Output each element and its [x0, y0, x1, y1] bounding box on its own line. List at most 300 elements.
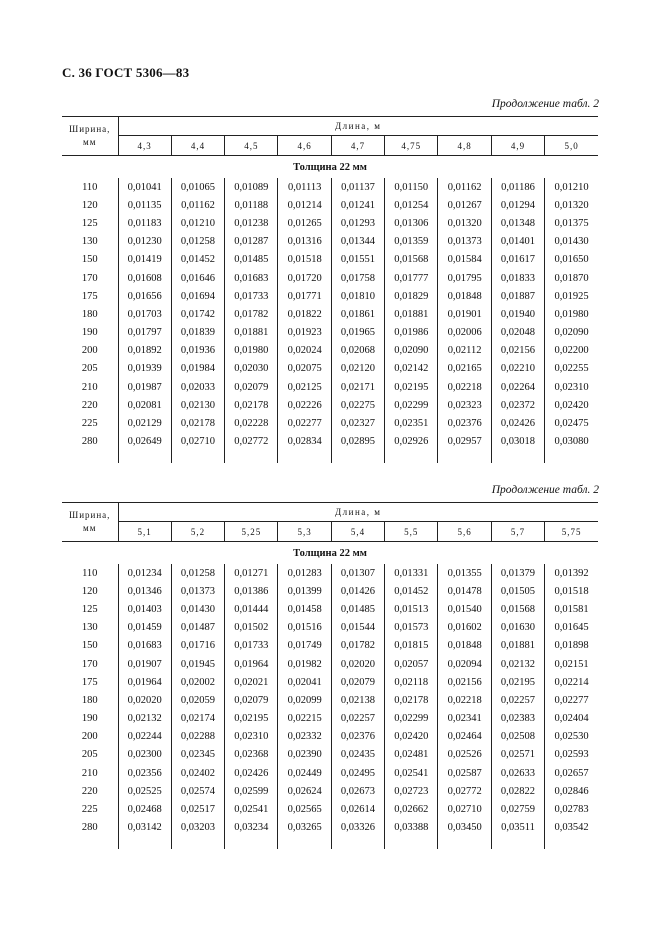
value-cell: 0,02783	[545, 800, 598, 818]
width-cell: 180	[81, 308, 98, 320]
value-cell: 0,02526	[438, 746, 491, 764]
value-cell: 0,02156	[491, 342, 544, 360]
value-cell: 0,02323	[438, 396, 491, 414]
value-cell: 0,01733	[225, 637, 278, 655]
value-cell: 0,02846	[545, 782, 598, 800]
value-cell: 0,02593	[545, 746, 598, 764]
width-cell: 205	[81, 749, 98, 761]
value-cell: 0,01392	[545, 564, 598, 582]
value-cell: 0,01646	[171, 269, 224, 287]
value-cell: 0,01551	[331, 251, 384, 269]
value-cell: 0,01848	[438, 637, 491, 655]
table-row	[62, 342, 598, 360]
value-cell: 0,01881	[491, 637, 544, 655]
spacer-cell	[118, 837, 171, 849]
value-cell: 0,02079	[225, 691, 278, 709]
value-cell: 0,02657	[545, 764, 598, 782]
section-title: Толщина 22 мм	[293, 547, 367, 559]
value-cell: 0,02041	[278, 673, 331, 691]
table-row	[62, 269, 598, 287]
value-cell: 0,02299	[385, 396, 438, 414]
value-cell: 0,01984	[171, 360, 224, 378]
value-cell: 0,02614	[331, 800, 384, 818]
value-cell: 0,02174	[171, 710, 224, 728]
table-row	[62, 233, 598, 251]
value-cell: 0,01964	[118, 673, 171, 691]
table-row	[62, 251, 598, 269]
value-cell: 0,01782	[225, 305, 278, 323]
value-cell: 0,03326	[331, 819, 384, 837]
length-column-header: 4,5	[225, 136, 278, 156]
length-column-header: 4,8	[438, 136, 491, 156]
value-cell: 0,01810	[331, 287, 384, 305]
value-cell: 0,02449	[278, 764, 331, 782]
spacer-cell	[225, 451, 278, 463]
value-cell: 0,02138	[331, 691, 384, 709]
value-cell: 0,02257	[331, 710, 384, 728]
width-column-header	[62, 117, 118, 156]
spacer-cell	[278, 451, 331, 463]
width-cell: 210	[81, 767, 98, 779]
value-cell: 0,02624	[278, 782, 331, 800]
value-cell: 0,02541	[225, 800, 278, 818]
table-row	[62, 305, 598, 323]
value-cell: 0,02030	[225, 360, 278, 378]
width-cell: 150	[81, 640, 98, 652]
value-cell: 0,02210	[491, 360, 544, 378]
value-cell: 0,01162	[171, 196, 224, 214]
value-cell: 0,01183	[118, 214, 171, 232]
length-column-header: 5,25	[225, 522, 278, 542]
table-row	[62, 414, 598, 432]
value-cell: 0,03388	[385, 819, 438, 837]
value-cell: 0,02426	[225, 764, 278, 782]
value-cell: 0,02834	[278, 433, 331, 451]
table-bottom-spacer	[62, 451, 598, 463]
value-cell: 0,02772	[438, 782, 491, 800]
width-cell: 150	[81, 254, 98, 266]
value-cell: 0,01373	[438, 233, 491, 251]
value-cell: 0,03203	[171, 819, 224, 837]
value-cell: 0,02218	[438, 378, 491, 396]
value-cell: 0,02332	[278, 728, 331, 746]
value-cell: 0,02120	[331, 360, 384, 378]
value-cell: 0,01829	[385, 287, 438, 305]
value-cell: 0,01306	[385, 214, 438, 232]
section-row	[62, 542, 598, 565]
value-cell: 0,01150	[385, 178, 438, 196]
value-cell: 0,02599	[225, 782, 278, 800]
value-cell: 0,01271	[225, 564, 278, 582]
value-cell: 0,01568	[491, 600, 544, 618]
width-cell: 125	[81, 217, 98, 229]
value-cell: 0,01344	[331, 233, 384, 251]
value-cell: 0,01375	[545, 214, 598, 232]
value-cell: 0,01544	[331, 619, 384, 637]
value-cell: 0,01399	[278, 582, 331, 600]
value-cell: 0,01379	[491, 564, 544, 582]
value-cell: 0,01861	[331, 305, 384, 323]
value-cell: 0,01581	[545, 600, 598, 618]
value-cell: 0,02178	[385, 691, 438, 709]
length-column-header: 5,4	[331, 522, 384, 542]
spacer-cell	[438, 837, 491, 849]
length-column-header: 4,6	[278, 136, 331, 156]
value-cell: 0,02310	[545, 378, 598, 396]
value-cell: 0,01758	[331, 269, 384, 287]
value-cell: 0,02517	[171, 800, 224, 818]
value-cell: 0,03450	[438, 819, 491, 837]
table-row	[62, 196, 598, 214]
table-grid	[62, 116, 598, 463]
table-row	[62, 619, 598, 637]
value-cell: 0,02710	[171, 433, 224, 451]
value-cell: 0,01516	[278, 619, 331, 637]
value-cell: 0,02195	[491, 673, 544, 691]
value-cell: 0,02006	[438, 324, 491, 342]
value-cell: 0,01518	[545, 582, 598, 600]
value-cell: 0,01881	[225, 324, 278, 342]
value-cell: 0,01771	[278, 287, 331, 305]
value-cell: 0,02048	[491, 324, 544, 342]
value-cell: 0,01230	[118, 233, 171, 251]
table-row	[62, 800, 598, 818]
value-cell: 0,02132	[118, 710, 171, 728]
value-cell: 0,01782	[331, 637, 384, 655]
value-cell: 0,01716	[171, 637, 224, 655]
width-cell: 190	[81, 327, 98, 339]
continuation-label-2: Продолжение табл. 2	[491, 484, 599, 496]
spacer-cell	[62, 837, 118, 849]
value-cell: 0,02090	[385, 342, 438, 360]
value-cell: 0,02508	[491, 728, 544, 746]
value-cell: 0,01964	[225, 655, 278, 673]
value-cell: 0,01258	[171, 564, 224, 582]
value-cell: 0,02345	[171, 746, 224, 764]
value-cell: 0,01797	[118, 324, 171, 342]
table-row	[62, 287, 598, 305]
length-values-row	[62, 522, 598, 542]
value-cell: 0,01907	[118, 655, 171, 673]
value-cell: 0,01373	[171, 582, 224, 600]
value-cell: 0,02125	[278, 378, 331, 396]
value-cell: 0,01923	[278, 324, 331, 342]
width-cell: 220	[81, 399, 98, 411]
width-cell: 280	[81, 436, 98, 448]
value-cell: 0,01283	[278, 564, 331, 582]
value-cell: 0,01346	[118, 582, 171, 600]
value-cell: 0,02565	[278, 800, 331, 818]
value-cell: 0,02020	[118, 691, 171, 709]
value-cell: 0,03142	[118, 819, 171, 837]
value-cell: 0,02341	[438, 710, 491, 728]
value-cell: 0,01214	[278, 196, 331, 214]
value-cell: 0,01254	[385, 196, 438, 214]
value-cell: 0,01162	[438, 178, 491, 196]
table-row	[62, 746, 598, 764]
table-row	[62, 433, 598, 451]
value-cell: 0,01426	[331, 582, 384, 600]
value-cell: 0,02171	[331, 378, 384, 396]
length-column-header: 4,75	[385, 136, 438, 156]
value-cell: 0,02257	[491, 691, 544, 709]
value-cell: 0,01980	[225, 342, 278, 360]
value-cell: 0,01795	[438, 269, 491, 287]
value-cell: 0,02244	[118, 728, 171, 746]
spacer-cell	[331, 837, 384, 849]
width-cell: 110	[82, 567, 98, 579]
value-cell: 0,02024	[278, 342, 331, 360]
width-cell: 280	[81, 822, 98, 834]
value-cell: 0,02376	[438, 414, 491, 432]
value-cell: 0,02218	[438, 691, 491, 709]
value-cell: 0,02142	[385, 360, 438, 378]
value-cell: 0,01316	[278, 233, 331, 251]
value-cell: 0,02356	[118, 764, 171, 782]
length-group-header: Длина, м	[118, 503, 598, 522]
value-cell: 0,01602	[438, 619, 491, 637]
table-row	[62, 324, 598, 342]
value-cell: 0,03542	[545, 819, 598, 837]
value-cell: 0,01113	[278, 178, 331, 196]
section-row	[62, 156, 598, 179]
section-title: Толщина 22 мм	[293, 161, 367, 173]
width-cell: 190	[81, 713, 98, 725]
value-cell: 0,02390	[278, 746, 331, 764]
value-cell: 0,03234	[225, 819, 278, 837]
value-cell: 0,01294	[491, 196, 544, 214]
value-cell: 0,01742	[171, 305, 224, 323]
value-cell: 0,01898	[545, 637, 598, 655]
value-cell: 0,01320	[438, 214, 491, 232]
value-cell: 0,01645	[545, 619, 598, 637]
density-table-2	[62, 502, 598, 849]
value-cell: 0,01617	[491, 251, 544, 269]
value-cell: 0,02435	[331, 746, 384, 764]
value-cell: 0,02214	[545, 673, 598, 691]
value-cell: 0,01650	[545, 251, 598, 269]
table-row	[62, 728, 598, 746]
value-cell: 0,01608	[118, 269, 171, 287]
length-column-header: 5,3	[278, 522, 331, 542]
density-table-1	[62, 116, 598, 463]
width-header-line: мм	[83, 523, 97, 533]
value-cell: 0,01965	[331, 324, 384, 342]
length-column-header: 4,4	[171, 136, 224, 156]
value-cell: 0,01137	[331, 178, 384, 196]
table-row	[62, 378, 598, 396]
value-cell: 0,01630	[491, 619, 544, 637]
value-cell: 0,03511	[491, 819, 544, 837]
value-cell: 0,01839	[171, 324, 224, 342]
spacer-cell	[438, 451, 491, 463]
value-cell: 0,01188	[225, 196, 278, 214]
value-cell: 0,02059	[171, 691, 224, 709]
value-cell: 0,01777	[385, 269, 438, 287]
value-cell: 0,01936	[171, 342, 224, 360]
width-cell: 170	[81, 658, 98, 670]
value-cell: 0,01401	[491, 233, 544, 251]
value-cell: 0,02926	[385, 433, 438, 451]
value-cell: 0,01694	[171, 287, 224, 305]
value-cell: 0,02673	[331, 782, 384, 800]
value-cell: 0,02368	[225, 746, 278, 764]
value-cell: 0,02327	[331, 414, 384, 432]
value-cell: 0,01982	[278, 655, 331, 673]
length-column-header: 5,5	[385, 522, 438, 542]
value-cell: 0,02383	[491, 710, 544, 728]
value-cell: 0,01815	[385, 637, 438, 655]
value-cell: 0,02475	[545, 414, 598, 432]
value-cell: 0,02275	[331, 396, 384, 414]
width-cell: 180	[81, 694, 98, 706]
value-cell: 0,02525	[118, 782, 171, 800]
width-cell: 130	[81, 622, 98, 634]
value-cell: 0,02587	[438, 764, 491, 782]
value-cell: 0,01331	[385, 564, 438, 582]
value-cell: 0,01485	[331, 600, 384, 618]
value-cell: 0,01720	[278, 269, 331, 287]
value-cell: 0,02020	[331, 655, 384, 673]
value-cell: 0,01939	[118, 360, 171, 378]
value-cell: 0,01348	[491, 214, 544, 232]
value-cell: 0,01683	[225, 269, 278, 287]
value-cell: 0,02130	[171, 396, 224, 414]
value-cell: 0,01458	[278, 600, 331, 618]
value-cell: 0,02288	[171, 728, 224, 746]
value-cell: 0,02094	[438, 655, 491, 673]
value-cell: 0,02649	[118, 433, 171, 451]
value-cell: 0,01870	[545, 269, 598, 287]
width-cell: 220	[81, 785, 98, 797]
value-cell: 0,02151	[545, 655, 598, 673]
value-cell: 0,02299	[385, 710, 438, 728]
value-cell: 0,02033	[171, 378, 224, 396]
table-bottom-spacer	[62, 837, 598, 849]
value-cell: 0,02420	[385, 728, 438, 746]
value-cell: 0,02402	[171, 764, 224, 782]
length-column-header: 5,75	[545, 522, 598, 542]
value-cell: 0,02759	[491, 800, 544, 818]
value-cell: 0,02255	[545, 360, 598, 378]
value-cell: 0,01452	[171, 251, 224, 269]
value-cell: 0,02200	[545, 342, 598, 360]
spacer-cell	[118, 451, 171, 463]
table-row	[62, 396, 598, 414]
value-cell: 0,01287	[225, 233, 278, 251]
value-cell: 0,02372	[491, 396, 544, 414]
width-cell: 175	[81, 676, 98, 688]
value-cell: 0,01241	[331, 196, 384, 214]
spacer-cell	[491, 451, 544, 463]
length-column-header: 5,2	[171, 522, 224, 542]
value-cell: 0,01683	[118, 637, 171, 655]
value-cell: 0,01518	[278, 251, 331, 269]
spacer-cell	[62, 451, 118, 463]
value-cell: 0,01487	[171, 619, 224, 637]
continuation-label-1: Продолжение табл. 2	[491, 98, 599, 110]
value-cell: 0,02468	[118, 800, 171, 818]
spacer-cell	[331, 451, 384, 463]
length-group-header: Длина, м	[118, 117, 598, 136]
value-cell: 0,02118	[385, 673, 438, 691]
value-cell: 0,01733	[225, 287, 278, 305]
table-row	[62, 673, 598, 691]
value-cell: 0,02021	[225, 673, 278, 691]
spacer-cell	[385, 451, 438, 463]
value-cell: 0,01444	[225, 600, 278, 618]
value-cell: 0,02178	[171, 414, 224, 432]
value-cell: 0,01459	[118, 619, 171, 637]
header-row	[62, 117, 598, 136]
value-cell: 0,02574	[171, 782, 224, 800]
width-cell: 210	[81, 381, 98, 393]
spacer-cell	[491, 837, 544, 849]
value-cell: 0,03080	[545, 433, 598, 451]
width-cell: 130	[81, 236, 98, 248]
value-cell: 0,02129	[118, 414, 171, 432]
width-column-header	[62, 503, 118, 542]
table-row	[62, 600, 598, 618]
length-column-header: 5,6	[438, 522, 491, 542]
table-grid	[62, 502, 598, 849]
width-cell: 200	[81, 731, 98, 743]
value-cell: 0,01238	[225, 214, 278, 232]
length-column-header: 4,7	[331, 136, 384, 156]
value-cell: 0,01403	[118, 600, 171, 618]
width-cell: 225	[81, 418, 98, 430]
width-cell: 110	[82, 181, 98, 193]
value-cell: 0,02822	[491, 782, 544, 800]
value-cell: 0,02090	[545, 324, 598, 342]
value-cell: 0,02226	[278, 396, 331, 414]
value-cell: 0,01540	[438, 600, 491, 618]
spacer-cell	[385, 837, 438, 849]
table-row	[62, 655, 598, 673]
width-header-line: мм	[83, 137, 97, 147]
width-cell: 120	[81, 585, 98, 597]
value-cell: 0,01041	[118, 178, 171, 196]
value-cell: 0,01210	[171, 214, 224, 232]
value-cell: 0,02277	[278, 414, 331, 432]
value-cell: 0,02772	[225, 433, 278, 451]
value-cell: 0,01320	[545, 196, 598, 214]
value-cell: 0,02264	[491, 378, 544, 396]
value-cell: 0,02099	[278, 691, 331, 709]
value-cell: 0,01307	[331, 564, 384, 582]
value-cell: 0,02895	[331, 433, 384, 451]
value-cell: 0,01452	[385, 582, 438, 600]
value-cell: 0,01940	[491, 305, 544, 323]
value-cell: 0,01359	[385, 233, 438, 251]
value-cell: 0,02277	[545, 691, 598, 709]
value-cell: 0,02710	[438, 800, 491, 818]
length-column-header: 5,1	[118, 522, 171, 542]
width-cell: 200	[81, 345, 98, 357]
value-cell: 0,01822	[278, 305, 331, 323]
length-column-header: 4,3	[118, 136, 171, 156]
table-row	[62, 564, 598, 582]
length-column-header: 5,0	[545, 136, 598, 156]
value-cell: 0,01258	[171, 233, 224, 251]
value-cell: 0,01833	[491, 269, 544, 287]
value-cell: 0,01430	[545, 233, 598, 251]
spacer-cell	[278, 837, 331, 849]
table-row	[62, 360, 598, 378]
page-title: С. 36 ГОСТ 5306—83	[62, 65, 190, 80]
value-cell: 0,01945	[171, 655, 224, 673]
table-row	[62, 691, 598, 709]
